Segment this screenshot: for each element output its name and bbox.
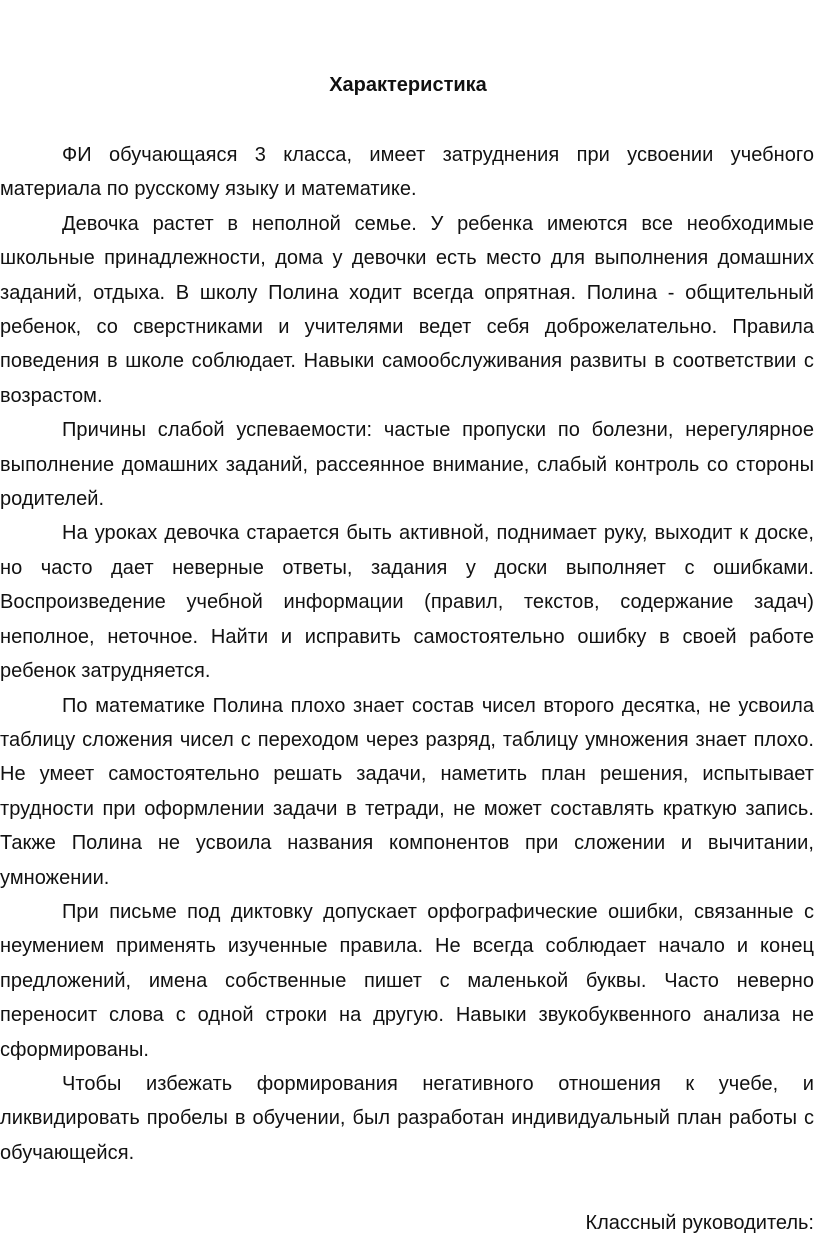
signature-label: Классный руководитель: [585,1212,814,1234]
paragraph-lessons: На уроках девочка старается быть активной, поднимает руку, выходит к доске, но часто дает неверные ответы, задания у доски выполняет с ошибками. Воспроизведение учебной информации (правил, текстов, содержание задач) неполное, неточное. Найти и исправить самостоятельно ошибку в своей работе ребенок затрудняется. [0,522,814,683]
document-title: Характеристика [329,74,487,96]
paragraph-plan: Чтобы избежать формирования негативного отношения к учебе, и ликвидировать пробелы в обучении, был разработан индивидуальный план работы с обучающейся. [0,1072,814,1164]
paragraph-intro: ФИ обучающаяся 3 класса, имеет затруднения при усвоении учебного материала по русскому языку и математике. [0,144,814,201]
paragraph-writing: При письме под диктовку допускает орфографические ошибки, связанные с неумением применять изученные правила. Не всегда соблюдает начало и конец предложений, имена собственные пишет с маленькой буквы. Часто неверно переносит слова с одной строки на другую. Навыки звукобуквенного анализа не сформированы. [0,900,814,1061]
paragraph-reasons: Причины слабой успеваемости: частые пропуски по болезни, нерегулярное выполнение домашних заданий, рассеянное внимание, слабый контроль со стороны родителей. [0,419,814,511]
paragraph-family: Девочка растет в неполной семье. У ребенка имеются все необходимые школьные принадлежности, дома у девочки есть место для выполнения домашних заданий, отдыха. В школу Полина ходит всегда опрятная. Полина - общительный ребенок, со сверстниками и учителями ведет себя доброжелательно. Правила поведения в школе соблюдает. Навыки самообслуживания развиты в соответствии с возрастом. [0,212,814,407]
paragraph-math: По математике Полина плохо знает состав чисел второго десятка, не усвоила таблицу сложения чисел с переходом через разряд, таблицу умножения знает плохо. Не умеет самостоятельно решать задачи, наметить план решения, испытывает трудности при оформлении задачи в тетради, не может составлять краткую запись. Также Полина не усвоила названия компонентов при сложении и вычитании, умножении. [0,694,814,889]
